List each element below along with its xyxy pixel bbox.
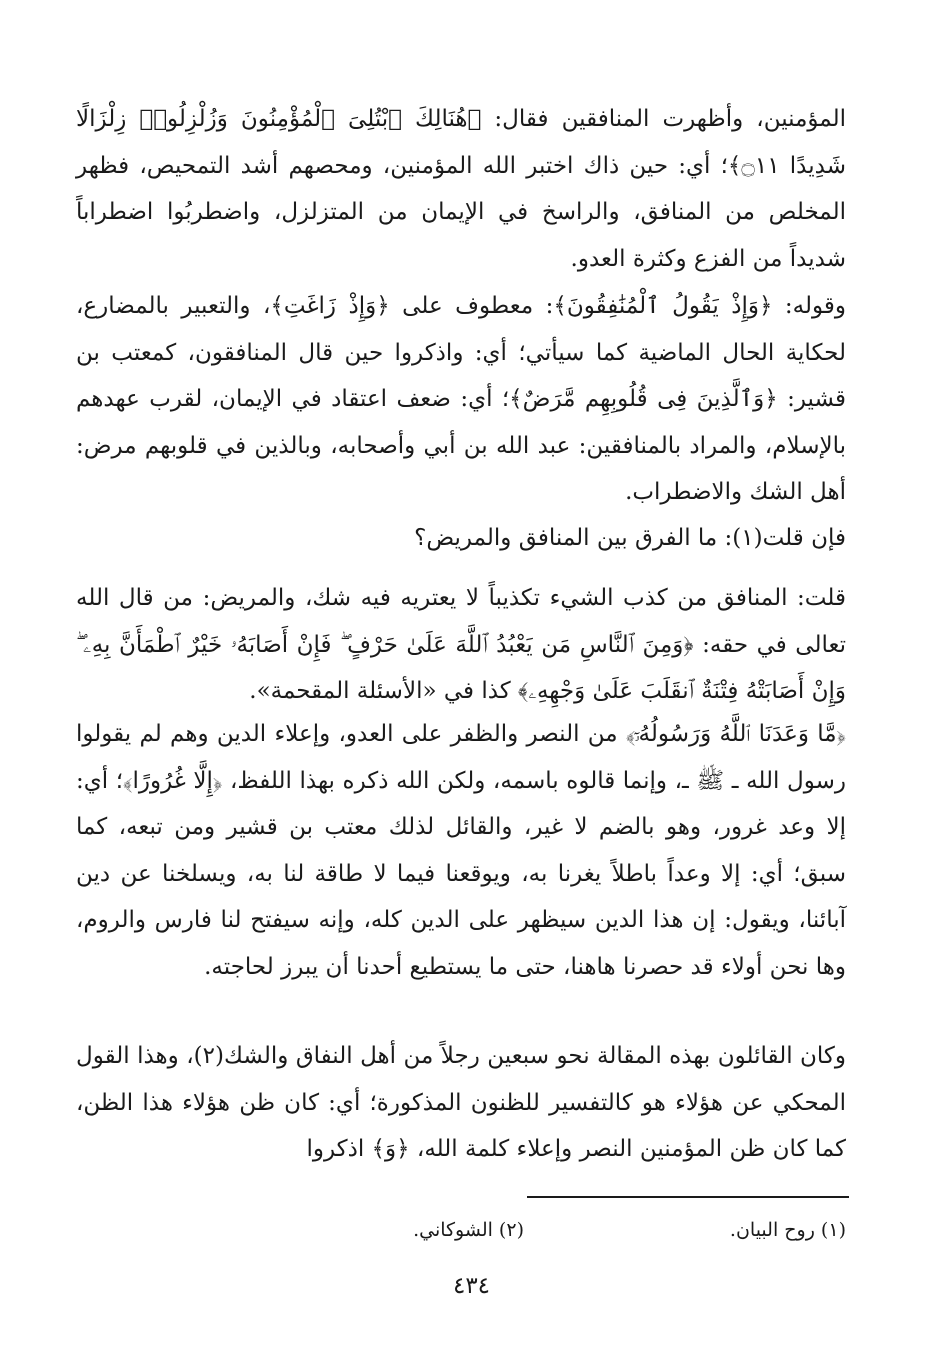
- footnotes: [300, 1212, 846, 1248]
- paragraph-4: قلت: المنافق من كذب الشيء تكذيباً لا يعتريه فيه شك، والمريض: من قال الله تعالى في حقه: ﴿وَمِنَ ٱلنَّاسِ مَن يَعْبُدُ ٱللَّهَ عَلَىٰ حَرْفٍ ۖ فَإِنْ أَصَابَهُۥ خَيْرٌ ٱطْمَأَنَّ بِهِۦ ۖ وَإِنْ أَصَابَتْهُ فِتْنَةٌ ٱنقَلَبَ عَلَىٰ وَجْهِهِۦ﴾ كذا في «الأسئلة المقحمة».: [76, 585, 846, 704]
- footnote-2: (٢) الشوكاني.: [413, 1219, 524, 1241]
- paragraph-3: فإن قلت(١): ما الفرق بين المنافق والمريض؟: [414, 525, 846, 551]
- paragraph-2: وقوله: ﴿وَإِذْ يَقُولُ ٱلْمُنَٰفِقُونَ﴾: معطوف على ﴿وَإِذْ زَاغَتِ﴾، والتعبير بالمضارع، لحكاية الحال الماضية كما سيأتي؛ أي: واذكروا حين قال المنافقون، كمعتب بن قشير: ﴿وَٱلَّذِينَ فِى قُلُوبِهِم مَّرَضٌ﴾؛ أي: ضعف اعتقاد في الإيمان، لقرب عهدهم بالإسلام، والمراد بالمنافقين: عبد الله بن أبي وأصحابه، وبالذين في قلوبهم مرض: أهل الشك والاضطراب.: [76, 293, 846, 505]
- page-number: ٤٣٤: [452, 1273, 491, 1299]
- paragraph-6: وكان القائلون بهذه المقالة نحو سبعين رجلاً من أهل النفاق والشك(٢)، وهذا القول المحكي عن هؤلاء هو كالتفسير للظنون المذكورة؛ أي: كان ظن هؤلاء هذا الظن، كما كان ظن المؤمنين النصر وإعلاء كلمة الله، ﴿وَ﴾ اذكروا: [76, 1043, 846, 1162]
- footnote-divider: [527, 1196, 849, 1198]
- paragraph-5: ﴿مَّا وَعَدَنَا ٱللَّهُ وَرَسُولُهُۥٓ﴾ من النصر والظفر على العدو، وإعلاء الدين وهم لم يقولوا رسول الله ـ ﷺ ـ، وإنما قالوه باسمه، ولكن الله ذكره بهذا اللفظ، ﴿إِلَّا غُرُورًا﴾؛ أي: إلا وعد غرور، وهو بالضم لا غير، والقائل لذلك معتب بن قشير ومن تبعه، كما سبق؛ أي: إلا وعداً باطلاً يغرنا به، ويوقعنا فيما لا طاقة لنا به، ويسلخنا عن دين آبائنا، ويقول: إن هذا الدين سيظهر على الدين كله، وإنه سيفتح لنا فارس والروم، وها نحن أولاء قد حصرنا هاهنا، حتى ما يستطيع أحدنا أن يبرز لحاجته.: [76, 721, 847, 980]
- footnote-1: (١) روح البيان.: [729, 1219, 846, 1241]
- paragraph-1: المؤمنين، وأظهرت المنافقين فقال: ﴿هُنَالِكَ ٱبْتُلِىَ ٱلْمُؤْمِنُونَ وَزُلْزِلُوا۟ زِلْزَالًا شَدِيدًا ۝١١﴾؛ أي: حين ذاك اختبر الله المؤمنين، ومحصهم أشد التمحيص، فظهر المخلص من المنافق، والراسخ في الإيمان من المتزلزل، واضطربُوا اضطراباً شديداً من الفزع وكثرة العدو.: [76, 106, 846, 272]
